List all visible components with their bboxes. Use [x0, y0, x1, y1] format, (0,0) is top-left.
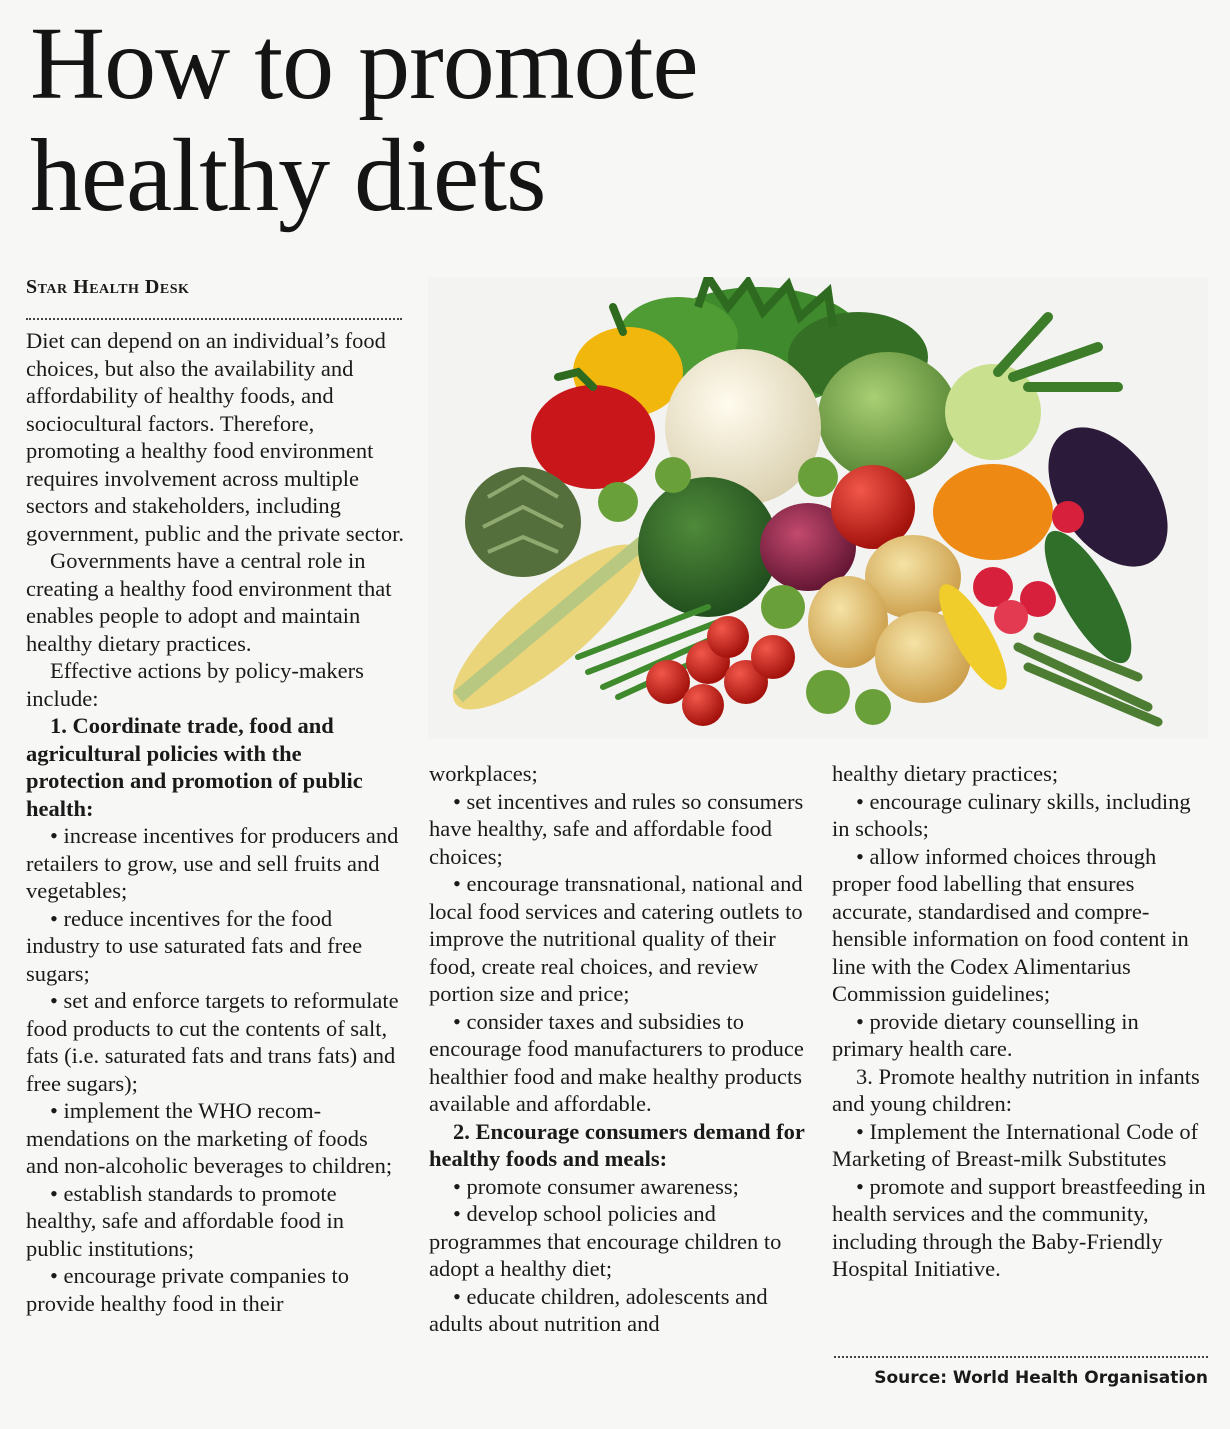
byline: Star Health Desk: [26, 276, 190, 298]
vegetables-photo: [428, 277, 1208, 739]
headline: [30, 8, 698, 232]
bullet-item: • encourage private companies to provide healthy food in their: [26, 1263, 350, 1316]
column-1: [26, 327, 404, 1317]
bullet-item: • promote and support breastfeeding in health services and the community, including through the Baby-Friendly Hospital Initiative.: [832, 1173, 1206, 1281]
bullet-item: • implement the WHO recommendations on the marketing of foods and non-alcoholic beverages to children;: [26, 1098, 393, 1178]
section-3-heading: 3. Promote healthy nutrition in infants and young children:: [832, 1063, 1200, 1116]
column-1-paragraph: Governments have a central role in creating a healthy food environment that enables people to adopt and maintain healthy dietary practices.: [26, 548, 392, 656]
bullet-item: • Implement the International Code of Marketing of Breast-milk Substitutes: [832, 1118, 1199, 1171]
bullet-item: • set incentives and rules so consumers have healthy, safe and affordable food choices;: [429, 788, 804, 869]
orange-pepper: [933, 464, 1053, 560]
cabbage: [818, 352, 958, 482]
headline-line-2: healthy diets: [30, 118, 546, 233]
column-2-paragraph: workplaces;: [429, 761, 538, 786]
column-2: [429, 760, 807, 1338]
bullet-item: • educate children, adolescents and adults about nutrition and: [429, 1283, 768, 1336]
bullet-item: • consider taxes and subsidies to encourage food manufacturers to produce healthier food and make healthy products available and affordable.: [429, 1008, 804, 1116]
bullet-item: • develop school policies and programmes that encourage children to adopt a healthy diet;: [429, 1201, 782, 1281]
bullet-item: • establish standards to promote healthy, safe and affordable food in public institutions;: [26, 1180, 344, 1261]
bullet-item: • promote consumer awareness;: [453, 1173, 739, 1199]
section-1-heading: 1. Coordinate trade, food and agricultural policies with the protection and promotion of public health:: [26, 713, 363, 821]
bullet-item: • allow informed choices through proper food labelling that ensures accurate, standardised and comprehensible information on food content in line with the Codex Alimentarius Commission guidelines;: [832, 843, 1189, 1006]
column-3-paragraph: healthy dietary practices;: [832, 761, 1059, 786]
column-3: [832, 760, 1210, 1283]
asparagus: [1018, 637, 1158, 722]
headline-line-1: How to promote: [30, 6, 698, 121]
artichoke: [465, 467, 581, 577]
byline-divider: [26, 318, 402, 320]
column-1-paragraph: Diet can depend on an individual’s food choices, but also the availability and affordability of healthy foods, and sociocultural factors. Therefore, promoting a healthy food environment requires involvement across multiple sectors and stakeholders, including government, public and the private sector.: [26, 328, 405, 546]
cherry-tomatoes: [646, 616, 795, 726]
bullet-item: • encourage culinary skills, including in schools;: [832, 788, 1191, 841]
source-credit: Source: World Health Organisation: [874, 1368, 1208, 1388]
bullet-item: • increase incentives for producers and retailers to grow, use and sell fruits and vegetables;: [26, 823, 399, 903]
bullet-item: • encourage transnational, national and local food services and catering outlets to improve the nutritional quality of their food, create real choices, and review portion size and price;: [429, 871, 803, 1006]
bullet-item: • provide dietary counselling in primary health care.: [832, 1008, 1139, 1061]
column-1-paragraph: Effective actions by policy-makers include:: [26, 658, 364, 711]
bullet-item: • set and enforce targets to reformulate food products to cut the contents of salt, fats (i.e. saturated fats and trans fats) and free sugars);: [26, 988, 399, 1096]
broccoli: [638, 477, 778, 617]
source-divider: [834, 1356, 1208, 1358]
vegetables-illustration: [428, 277, 1208, 739]
section-2-heading: 2. Encourage consumers demand for healthy foods and meals:: [429, 1118, 805, 1171]
bullet-item: • reduce incentives for the food industry to use saturated fats and free sugars;: [26, 905, 363, 986]
